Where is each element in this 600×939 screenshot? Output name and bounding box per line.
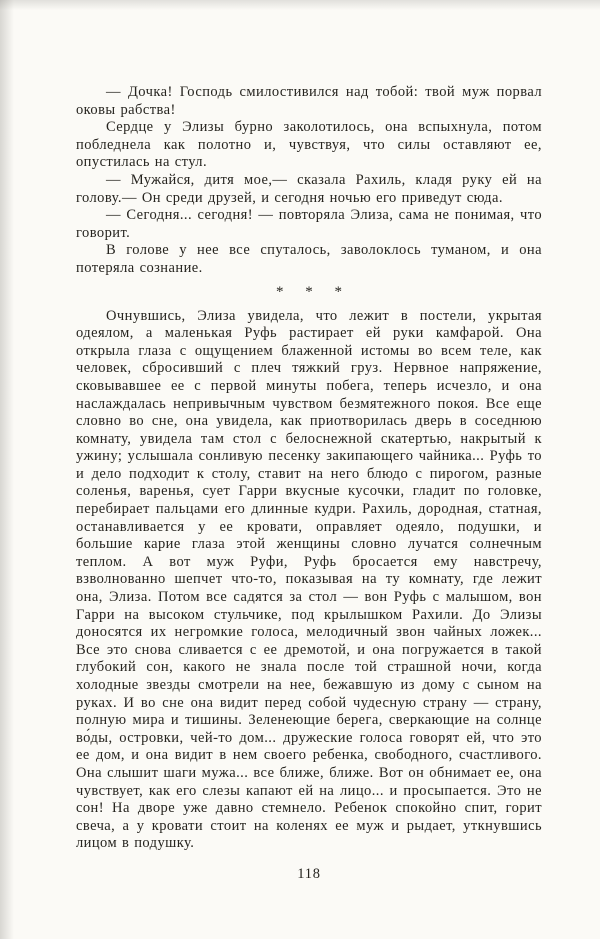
section-separator: * * *: [276, 283, 351, 300]
paragraph: Очнувшись, Элиза увидела, что лежит в постели, укрытая одеялом, а маленькая Руфь растирает ей руки камфарой. Она открыла глаза с ощущением блаженной истомы во всем теле, как человек, сбросивший с плеч тяжкий груз. Нервное напряжение, сковывавшее ее с первой минуты побега, теперь исчезло, и она наслаждалась непривычным чувством безмятежного покоя. Все еще словно во сне, она увидела, как приотворилась дверь в соседнюю комнату, увидела там стол с белоснежной скатертью, накрытый к ужину; услышала сонливую песенку закипающего чайника... Руфь то и дело подходит к столу, ставит на него блюдо с пирогом, разные соленья, варенья, сует Гарри вкусные кусочки, гладит по головке, перебирает пальцами его длинные кудри. Рахиль, дородная, статная, останавливается у ее кровати, оправляет одеяло, подушки, и большие карие глаза этой женщины словно лучатся солнечным теплом. А вот муж Руфи, Руфь бросается ему навстречу, взволнованно шепчет что-то, показывая на ту комнату, где лежит она, Элиза. Потом все садятся за стол — вон Руфь с малышом, вон Гарри на высоком стульчике, под крылышком Рахили. До Элизы доносятся их негромкие голоса, мелодичный звон чайных ложек... Все это снова сливается с ее дремотой, и она погружается в такой глубокий сон, какого не знала после той страшной ночи, когда холодные звезды смотрели на нее, бежавшую из дому с сыном на руках. И во сне она видит перед собой чудесную страну — страну, полную мира и тишины. Зеленеющие берега, сверкающие на солнце во́ды, островки, чей-то дом... дружеские голоса говорят ей, что это ее дом, и она видит в нем своего ребенка, свободного, счастливого. Она слышит шаги мужа... все ближе, ближе. Вот он обнимает ее, она чувствует, как его слезы капают ей на лицо... и просыпается. Это не сон! На дворе уже давно стемнело. Ребенок спокойно спит, горит свеча, а у кровати стоит на коленях ее муж и рыдает, уткнувшись лицом в подушку.: [76, 307, 542, 852]
paragraph: — Дочка! Господь смилостивился над тобой: твой муж порвал оковы рабства!: [76, 84, 542, 118]
scan-edge-left: [0, 0, 14, 939]
page-number: 118: [297, 866, 321, 882]
paragraph: — Мужайся, дитя мое,— сказала Рахиль, кладя руку ей на голову.— Он среди друзей, и сегодня ночью его приведут сюда.: [76, 171, 542, 206]
paragraph: Сердце у Элизы бурно заколотилось, она вспыхнула, потом побледнела как полотно и, чувствуя, что силы оставляют ее, опустилась на стул.: [76, 119, 542, 171]
paragraph: В голове у нее все спуталось, заволоклось туманом, и она потеряла сознание.: [76, 242, 542, 276]
paragraph: — Сегодня... сегодня! — повторяла Элиза, сама не понимая, что говорит.: [76, 207, 542, 241]
scan-edge-top: [0, 0, 600, 10]
page-text-block: [76, 84, 542, 853]
